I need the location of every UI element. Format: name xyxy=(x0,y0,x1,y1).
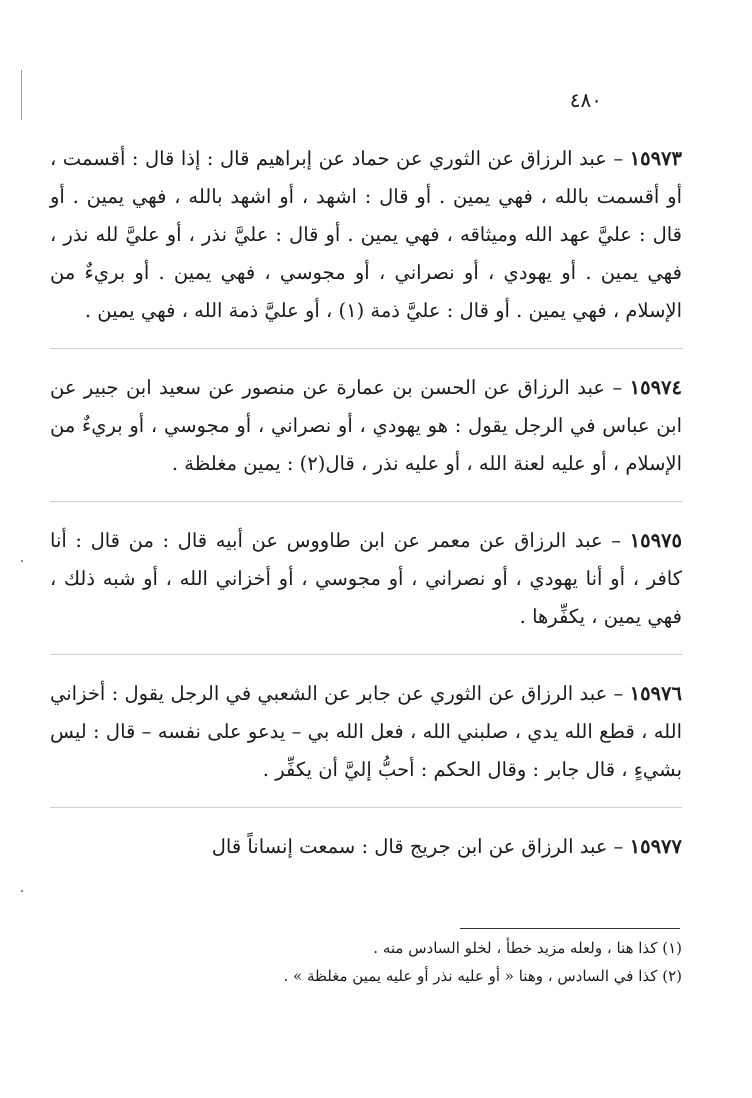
entry-text: – عبد الرزاق عن ابن جريج قال : سمعت إنساناً قال xyxy=(211,835,624,858)
margin-mark xyxy=(21,560,23,562)
entry-divider xyxy=(50,348,682,349)
footnote xyxy=(100,962,682,990)
entry-divider xyxy=(50,501,682,502)
footnotes xyxy=(100,934,682,990)
entry-text: – عبد الرزاق عن معمر عن ابن طاووس عن أبيه قال : من قال : أنا كافر ، أو أنا يهودي ، أو نصراني ، أو مجوسي ، أو أخزاني الله ، أو شبه ذلك ، فهي يمين ، يكفِّرها . xyxy=(50,529,682,628)
entry-number: ١٥٩٧٣ xyxy=(629,147,682,170)
footnote-mark: (١) xyxy=(662,939,682,957)
entry-number: ١٥٩٧٧ xyxy=(629,835,682,858)
entry-number: ١٥٩٧٦ xyxy=(629,682,682,705)
entry-number: ١٥٩٧٥ xyxy=(629,529,682,552)
entry-divider xyxy=(50,654,682,655)
footnote-rule xyxy=(460,928,680,929)
footnote-text: كذا هنا ، ولعله مزيد خطأ ، لخلو السادس منه . xyxy=(373,939,658,957)
footnote-mark: (٢) xyxy=(662,967,682,985)
hadith-entry xyxy=(50,675,682,789)
entry-text: – عبد الرزاق عن الثوري عن حماد عن إبراهيم قال : إذا قال : أقسمت ، أو أقسمت بالله ، فهي يمين . أو قال : اشهد ، أو اشهد بالله ، فهي يمين . أو قال : عليَّ عهد الله وميثاقه ، فهي يمين . أو قال : عليَّ نذر ، أو عليَّ لله نذر ، فهي يمين . أو يهودي ، أو نصراني ، أو مجوسي ، فهي يمين . أو بريءٌ من الإسلام ، فهي يمين . أو قال : عليَّ ذمة (١) ، أو عليَّ ذمة الله ، فهي يمين . xyxy=(50,147,682,322)
footnote-text: كذا في السادس ، وهنا « أو عليه نذر أو عليه يمين مغلظة » . xyxy=(283,967,658,985)
main-text xyxy=(50,140,682,884)
hadith-entry xyxy=(50,522,682,636)
entry-text: – عبد الرزاق عن الحسن بن عمارة عن منصور عن سعيد ابن جبير عن ابن عباس في الرجل يقول : هو يهودي ، أو نصراني ، أو مجوسي ، أو بريءٌ من الإسلام ، أو عليه لعنة الله ، أو عليه نذر ، قال(٢) : يمين مغلظة . xyxy=(50,376,682,475)
margin-rule xyxy=(21,70,22,120)
entry-divider xyxy=(50,807,682,808)
entry-number: ١٥٩٧٤ xyxy=(629,376,682,399)
footnote xyxy=(100,934,682,962)
hadith-entry xyxy=(50,828,682,866)
hadith-entry xyxy=(50,140,682,330)
hadith-entry xyxy=(50,369,682,483)
entry-text: – عبد الرزاق عن الثوري عن جابر عن الشعبي في الرجل يقول : أخزاني الله ، قطع الله يدي ، صلبني الله ، فعل الله بي – يدعو على نفسه – قال : ليس بشيءٍ ، قال جابر : وقال الحكم : أحبُّ إليَّ أن يكفِّر . xyxy=(50,682,682,781)
margin-mark xyxy=(21,890,23,892)
page-number: ٤٨٠ xyxy=(569,88,602,112)
